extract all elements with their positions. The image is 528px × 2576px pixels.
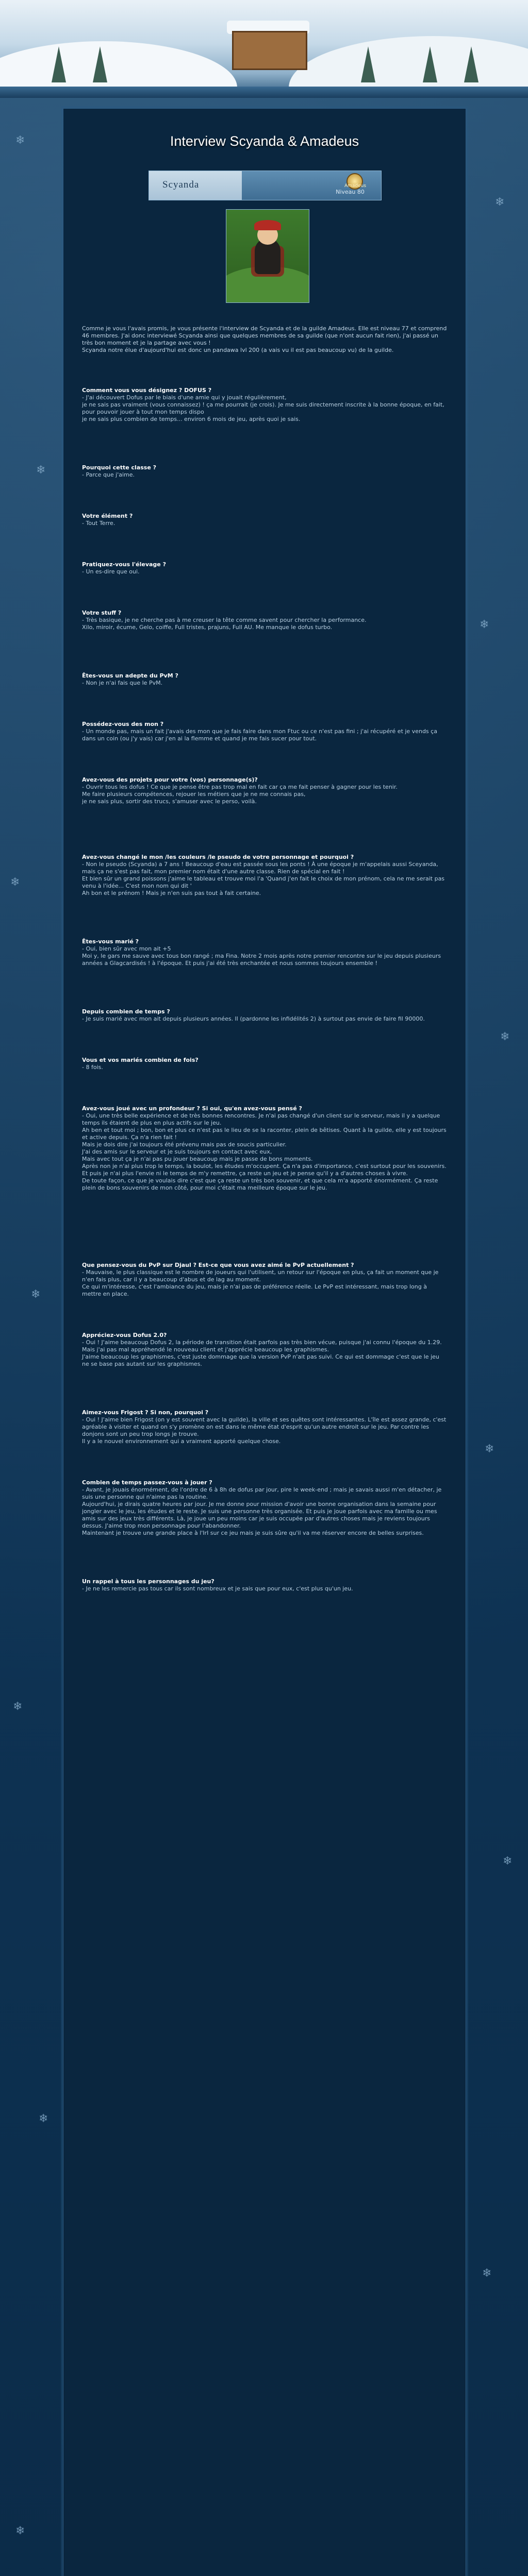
- question: Un rappel à tous les personnages du jeu?: [82, 1578, 214, 1585]
- snowflake-icon: ❄: [495, 196, 505, 209]
- answer: - Oui, une très belle expérience et de très bonnes rencontres. Je n'ai pas changé d'un client sur le serveur, mais il y a quelque temps ils étaient de plus en plus actifs sur le jeu. Ah ben et tout moi ; bon, bon et plus ce n'est pas le lieu de se la raconter, plein de bêtises. Quant à la guilde, elle y est toujours et active depuis. Ça n'a rien fait ! Mais je dois dire j'ai toujours été prévenu mais pas de soucis particulier. J'ai des amis sur le serveur et je suis toujours en contact avec eux, Mais avec tout ça je n'ai pas pu jouer beaucoup mais je passe de bons moments. Après non je n'ai plus trop le temps, la boulot, les études m'occupent. Ça n'a pas d'importance, c'est surtout pour les souvenirs. Et puis je n'ai plus l'envie ni le temps de m'y remettre, ça reste un jeu et je pense qu'il y a d'autres choses à vivre. De toute façon, ce que je voulais dire c'est que ça reste un très bon souvenir, et que cela m'a apporté énormément. Ça reste plein de bons souvenirs de mon côté, pour moi c'était ma meilleure époque sur le jeu.: [82, 1112, 447, 1191]
- character-name: Scyanda: [162, 179, 200, 190]
- question: Comment vous vous désignez ? DOFUS ?: [82, 387, 212, 394]
- qa-block: [82, 1479, 447, 1537]
- answer: - Oui, bien sûr avec mon ait +5 Moi y, le gars me sauve avec tous bon rangé ; ma Fina. Notre 2 mois après notre premier rencontre sur le jeu depuis plusieurs années a Glagcardisés ! à l'époque. Et puis j'ai été très enchantée et nous sommes toujours ensemble !: [82, 945, 441, 967]
- answer: - 8 fois.: [82, 1064, 103, 1071]
- pine-tree-icon: [464, 46, 478, 82]
- question: Appréciez-vous Dofus 2.0?: [82, 1332, 167, 1338]
- qa-block: [82, 1057, 447, 1071]
- question: Depuis combien de temps ?: [82, 1008, 170, 1015]
- page-title: Interview Scyanda & Amadeus: [170, 133, 359, 149]
- qa-block: [82, 513, 447, 527]
- guild-name: Amadeus: [344, 183, 367, 189]
- character-portrait: [226, 209, 309, 303]
- snowflake-icon: ❄: [485, 1443, 494, 1455]
- pine-tree-icon: [52, 46, 66, 82]
- question: Avez-vous des projets pour votre (vos) personnage(s)?: [82, 776, 258, 783]
- snowflake-icon: ❄: [15, 2524, 25, 2537]
- character-level: Niveau 80: [336, 189, 365, 195]
- answer: - Non le pseudo (Scyanda) a 7 ans ! Beaucoup d'eau est passée sous les ponts ! À une époque je m'appelais aussi Sceyanda, mais ça ne s'est pas fait, mon premier nom était d'une autre classe. Rien de spécial en fait ! Et bien sûr un grand poissons j'aime le tableau et trouve moi l'a 'Quand j'en fait le choix de mon prénom, cela ne me serait pas venu à l'idée... C'est mon nom qui dit ' Ah bon et le prénom ! Mais je n'en suis pas tout à fait certaine.: [82, 861, 445, 896]
- qa-block: [82, 1409, 447, 1445]
- snowflake-icon: ❄: [500, 1030, 510, 1043]
- header-banner: [0, 0, 528, 98]
- snowflake-icon: ❄: [31, 1288, 41, 1301]
- answer: - J'ai découvert Dofus par le biais d'une amie qui y jouait régulièrement, je ne sais pas vraiment (vous connaissez) ! ça me pourrait (je crois). Je me suis directement inscrite à la bonne époque, en fait, pour pouvoir jouer à tout mon temps dispo je ne sais plus combien de temps... environ 6 mois de jeu, après quoi je sais.: [82, 394, 444, 422]
- answer: - Je suis marié avec mon ait depuis plusieurs années. Il (pardonne les infidélités 2) à surtout pas envie de faire fil 90000.: [82, 1015, 425, 1022]
- qa-block: [82, 1105, 447, 1192]
- banner-strip: [0, 87, 528, 98]
- qa-block: [82, 672, 447, 687]
- answer: - Tout Terre.: [82, 520, 116, 527]
- answer: - Parce que j'aime.: [82, 471, 135, 478]
- pine-tree-icon: [93, 46, 107, 82]
- intro-paragraph: Comme je vous l'avais promis, je vous présente l'interview de Scyanda et de la guilde Amadeus. Elle est niveau 77 et comprend 46 membres. J'ai donc interviewé Scyanda ainsi que quelques membres de sa guilde (que n'ont aucun fait rien), j'ai passé un très bon moment et je la partage avec vous ! Scyanda notre élue d'aujourd'hui est donc un pandawa lvl 200 (a vais vu il est pas beaucoup vu) de la guilde.: [82, 325, 447, 353]
- qa-block: [82, 938, 447, 967]
- answer: - Avant, je jouais énormément, de l'ordre de 6 à 8h de dofus par jour, pire le week-end ; mais je savais aussi m'en détacher, je suis une personne qui n'aime pas la routine. Aujourd'hui, je dirais quatre heures par jour. Je me donne pour mission d'avoir une bonne organisation dans la semaine pour jongler avec le jeu, les études et le reste. Je suis une personne très organisée. Et puis je joue parfois avec ma famille ou mes amis sur des jeux très différents. Là, je joue un peu moins car je suis occupée par d'autres choses mais je reviens toujours dessus. J'aime trop mon personnage pour l'abandonner. Maintenant je trouve une grande place à l'IrI sur ce jeu mais je suis sûre qu'il va me réserver encore de belles surprises.: [82, 1486, 442, 1536]
- qa-block: [82, 721, 447, 742]
- qa-block: [82, 561, 447, 575]
- question: Aimez-vous Frigost ? Si non, pourquoi ?: [82, 1409, 209, 1416]
- question: Vous et vos mariés combien de fois?: [82, 1057, 199, 1063]
- qa-block: [82, 464, 447, 479]
- answer: - Un monde pas, mais un fait j'avais des mon que je fais faire dans mon Ftuc ou ce n'est pas fini ; j'ai récupéré et je vends ça dans un coin (ou j'y vais) car j'en ai la flemme et quand je me fais sucer pour tout.: [82, 728, 437, 742]
- answer: - Ouvrir tous les dofus ! Ce que je pense être pas trop mal en fait car ça me fait penser à gagner pour les tenir. Me faire plusieurs compétences, rejouer les métiers que je ne me connais pas, je ne sais plus, sortir des trucs, s'amuser avec le perso, voilà.: [82, 784, 398, 805]
- qa-block: [82, 854, 447, 897]
- question: Êtes-vous marié ?: [82, 938, 139, 945]
- snowflake-icon: ❄: [39, 2112, 48, 2125]
- snowflake-icon: ❄: [13, 1700, 23, 1713]
- qa-block: [82, 776, 447, 805]
- snowflake-icon: ❄: [10, 876, 20, 889]
- answer: - Non je n'ai fais que le PvM.: [82, 680, 163, 686]
- qa-block: [82, 1332, 447, 1368]
- question: Pourquoi cette classe ?: [82, 464, 157, 471]
- answer: - Oui ! J'aime beaucoup Dofus 2, la période de transition était parfois pas très bien vécue, puisque j'ai connu l'époque du 1.29. Mais j'ai pas mal appréhendé le nouveau client et j'apprécie beaucoup les graphismes. J'aime beaucoup les graphismes, c'est juste dommage que la version PvP n'ait pas suivi. Ce qui est dommage c'est que le jeu ne se base pas autant sur les graphismes.: [82, 1339, 442, 1367]
- question: Pratiquez-vous l'élevage ?: [82, 561, 166, 568]
- character-hat: [254, 220, 281, 230]
- question: Que pensez-vous du PvP sur Djaul ? Est-ce que vous avez aimé le PvP actuellement ?: [82, 1262, 354, 1268]
- qa-block: [82, 1262, 447, 1298]
- question: Votre élément ?: [82, 513, 133, 519]
- qa-block: [82, 1578, 447, 1592]
- answer: - Oui ! J'aime bien Frigost (on y est souvent avec la guilde), la ville et ses quêtes sont intéressantes. L'île est assez grande, c'est agréable à visiter et quand on s'y promène on est dans le même état d'esprit qu'un autre endroit sur le jeu. Par contre les donjons sont un peu trop longs je trouve. Il y a le nouvel environnement qui a vraiment apporté quelque chose.: [82, 1416, 447, 1445]
- question: Votre stuff ?: [82, 609, 122, 616]
- qa-block: [82, 387, 447, 423]
- snowflake-icon: ❄: [503, 1855, 513, 1868]
- qa-block: [82, 1008, 447, 1023]
- cabin: [232, 31, 307, 70]
- question: Avez-vous changé le mon /les couleurs /le pseudo de votre personnage et pourquoi ?: [82, 854, 354, 860]
- pine-tree-icon: [423, 46, 437, 82]
- question: Possédez-vous des mon ?: [82, 721, 164, 727]
- question: Êtes-vous un adepte du PvM ?: [82, 672, 178, 679]
- answer: - Un es-dire que oui.: [82, 568, 140, 575]
- qa-block: [82, 609, 447, 631]
- snowflake-icon: ❄: [482, 2267, 492, 2280]
- question: Combien de temps passez-vous à jouer ?: [82, 1479, 212, 1486]
- answer: - Je ne les remercie pas tous car ils sont nombreux et je sais que pour eux, c'est plus qu'un jeu.: [82, 1585, 353, 1592]
- answer: - Très basique, je ne cherche pas à me creuser la tête comme savent pour chercher la performance. Xilo, miroir, écume, Gelo, coiffe, Full tristes, prajuns, Full AU. Me manque le dofus turbo.: [82, 617, 367, 631]
- snowflake-icon: ❄: [15, 134, 25, 147]
- article-content: [63, 108, 466, 2576]
- snowflake-icon: ❄: [480, 618, 489, 631]
- question: Avez-vous joué avec un profondeur ? Si oui, qu'en avez-vous pensé ?: [82, 1105, 302, 1112]
- answer: - Mauvaise, le plus classique est le nombre de joueurs qui l'utilisent, un retour sur l'époque en plus, ça fait un moment que je n'en fais plus, car il y a beaucoup d'abus et de lag au moment. Ce qui m'intéresse, c'est l'ambiance du jeu, mais je n'ai pas de préférence réelle. Le PvP est intéressant, mais trop long à mettre en place.: [82, 1269, 439, 1297]
- pine-tree-icon: [361, 46, 375, 82]
- snowflake-icon: ❄: [36, 464, 46, 477]
- character-card-scyanda: [148, 171, 382, 200]
